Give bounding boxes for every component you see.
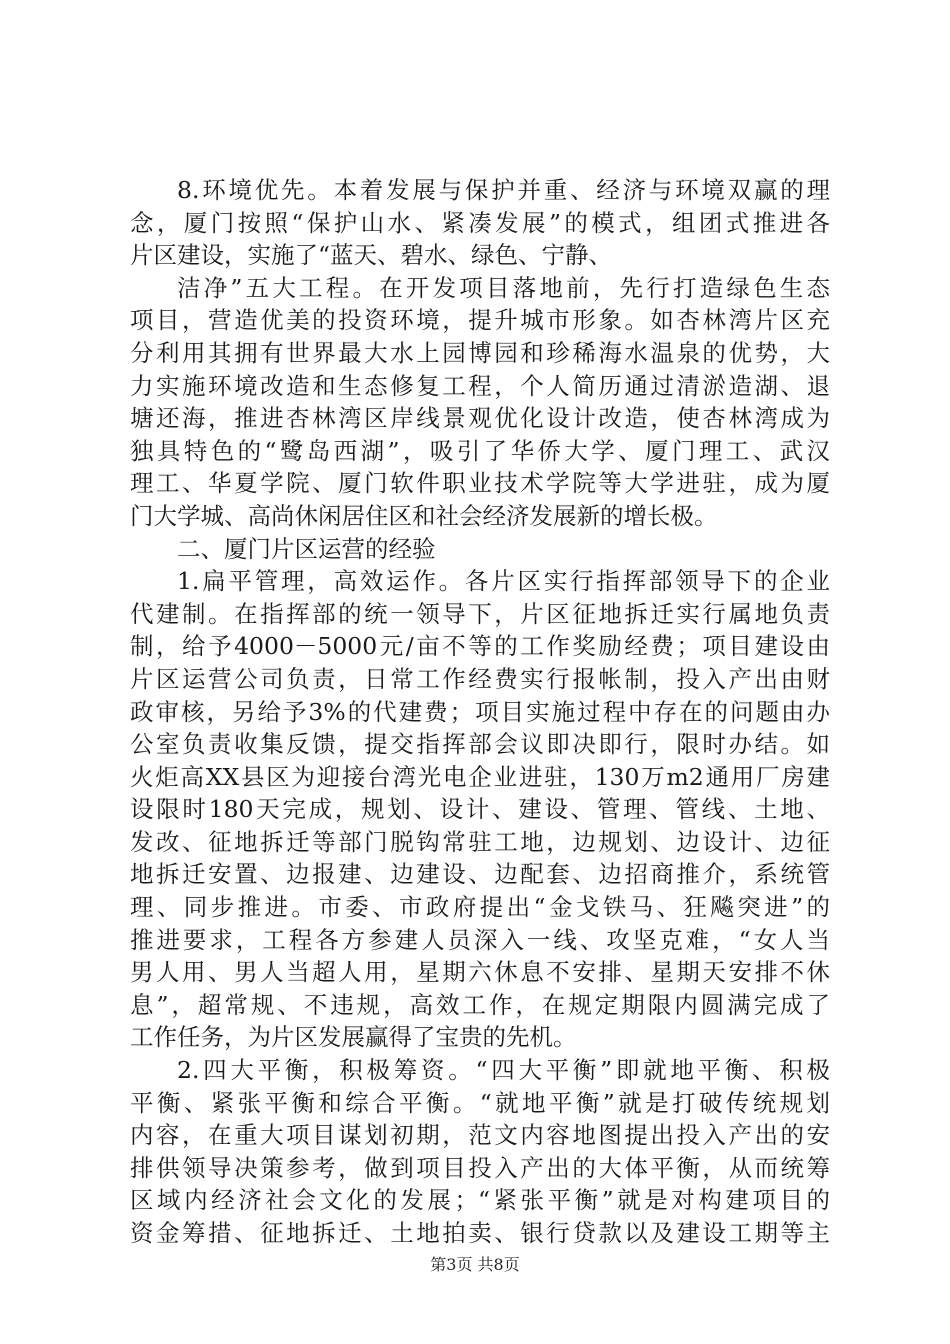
paragraph-line: 发改、征地拆迁等部门脱钩常驻工地，边规划、边设计、边征 [130, 827, 830, 856]
paragraph-line: 内容，在重大项目谋划初期，范文内容地图提出投入产出的安 [130, 1121, 830, 1150]
paragraph-line: 资金筹措、征地拆迁、土地拍卖、银行贷款以及建设工期等主 [130, 1219, 830, 1247]
paragraph-line: 政审核，另给予3%的代建费；项目实施过程中存在的问题由办 [130, 697, 830, 726]
paragraph-line: 独具特色的“鹭岛西湖”，吸引了华侨大学、厦门理工、武汉 [130, 436, 830, 465]
paragraph-line: 力实施环境改造和生态修复工程，个人简历通过清淤造湖、退 [130, 371, 830, 400]
paragraph-line: 息”，超常规、不违规，高效工作，在规定期限内圆满完成了 [130, 990, 830, 1019]
paragraph-line: 2.四大平衡，积极筹资。“四大平衡”即就地平衡、积极 [177, 1056, 830, 1085]
paragraph-line: 项目，营造优美的投资环境，提升城市形象。如杏林湾片区充 [130, 306, 830, 335]
paragraph-line: 片区运营公司负责，日常工作经费实行报帐制，投入产出由财 [130, 664, 830, 693]
paragraph-line: 8.环境优先。本着发展与保护并重、经济与环境双赢的理 [177, 176, 830, 204]
paragraph-line: 代建制。在指挥部的统一领导下，片区征地拆迁实行属地负责 [130, 599, 830, 628]
paragraph-line: 理、同步推进。市委、市政府提出“金戈铁马、狂飚突进”的 [130, 893, 830, 922]
paragraph-line: 平衡、紧张平衡和综合平衡。“就地平衡”就是打破传统规划 [130, 1088, 830, 1117]
paragraph-line: 男人用、男人当超人用，星期六休息不安排、星期天安排不休 [130, 958, 830, 987]
paragraph-line: 门大学城、高尚休闲居住区和社会经济发展新的增长极。 [130, 501, 718, 530]
paragraph-line: 塘还海，推进杏林湾区岸线景观优化设计改造，使杏林湾成为 [130, 404, 830, 433]
paragraph-line: 推进要求，工程各方参建人员深入一线、攻坚克难，“女人当 [130, 925, 830, 954]
body-text [130, 174, 830, 1250]
paragraph-line: 设限时180天完成，规划、设计、建设、管理、管线、土地、 [130, 795, 830, 824]
paragraph-line: 制，给予4000－5000元/亩不等的工作奖励经费；项目建设由 [130, 632, 830, 661]
paragraph-line: 念，厦门按照“保护山水、紧凑发展”的模式，组团式推进各 [130, 208, 830, 237]
paragraph-line: 1.扁平管理，高效运作。各片区实行指挥部领导下的企业 [177, 567, 830, 596]
paragraph-line: 地拆迁安置、边报建、边建设、边配套、边招商推介，系统管 [130, 860, 830, 889]
paragraph-line: 区域内经济社会文化的发展；“紧张平衡”就是对构建项目的 [130, 1186, 830, 1215]
paragraph-line: 洁净”五大工程。在开发项目落地前，先行打造绿色生态 [177, 273, 830, 302]
paragraph-line: 工作任务，为片区发展赢得了宝贵的先机。 [130, 1023, 577, 1052]
section-heading: 二、厦门片区运营的经验 [177, 534, 436, 563]
paragraph-line: 排供领导决策参考，做到项目投入产出的大体平衡，从而统筹 [130, 1153, 830, 1182]
paragraph-line: 公室负责收集反馈，提交指挥部会议即决即行，限时办结。如 [130, 730, 830, 759]
paragraph-line: 分利用其拥有世界最大水上园博园和珍稀海水温泉的优势，大 [130, 338, 830, 367]
paragraph-line: 火炬高XX县区为迎接台湾光电企业进驻，130万m2通用厂房建 [130, 762, 830, 791]
paragraph-line: 片区建设，实施了“蓝天、碧水、绿色、宁静、 [130, 241, 613, 270]
page-number-footer: 第3页 共8页 [430, 1255, 520, 1274]
paragraph-line: 理工、华夏学院、厦门软件职业技术学院等大学进驻，成为厦 [130, 469, 830, 498]
